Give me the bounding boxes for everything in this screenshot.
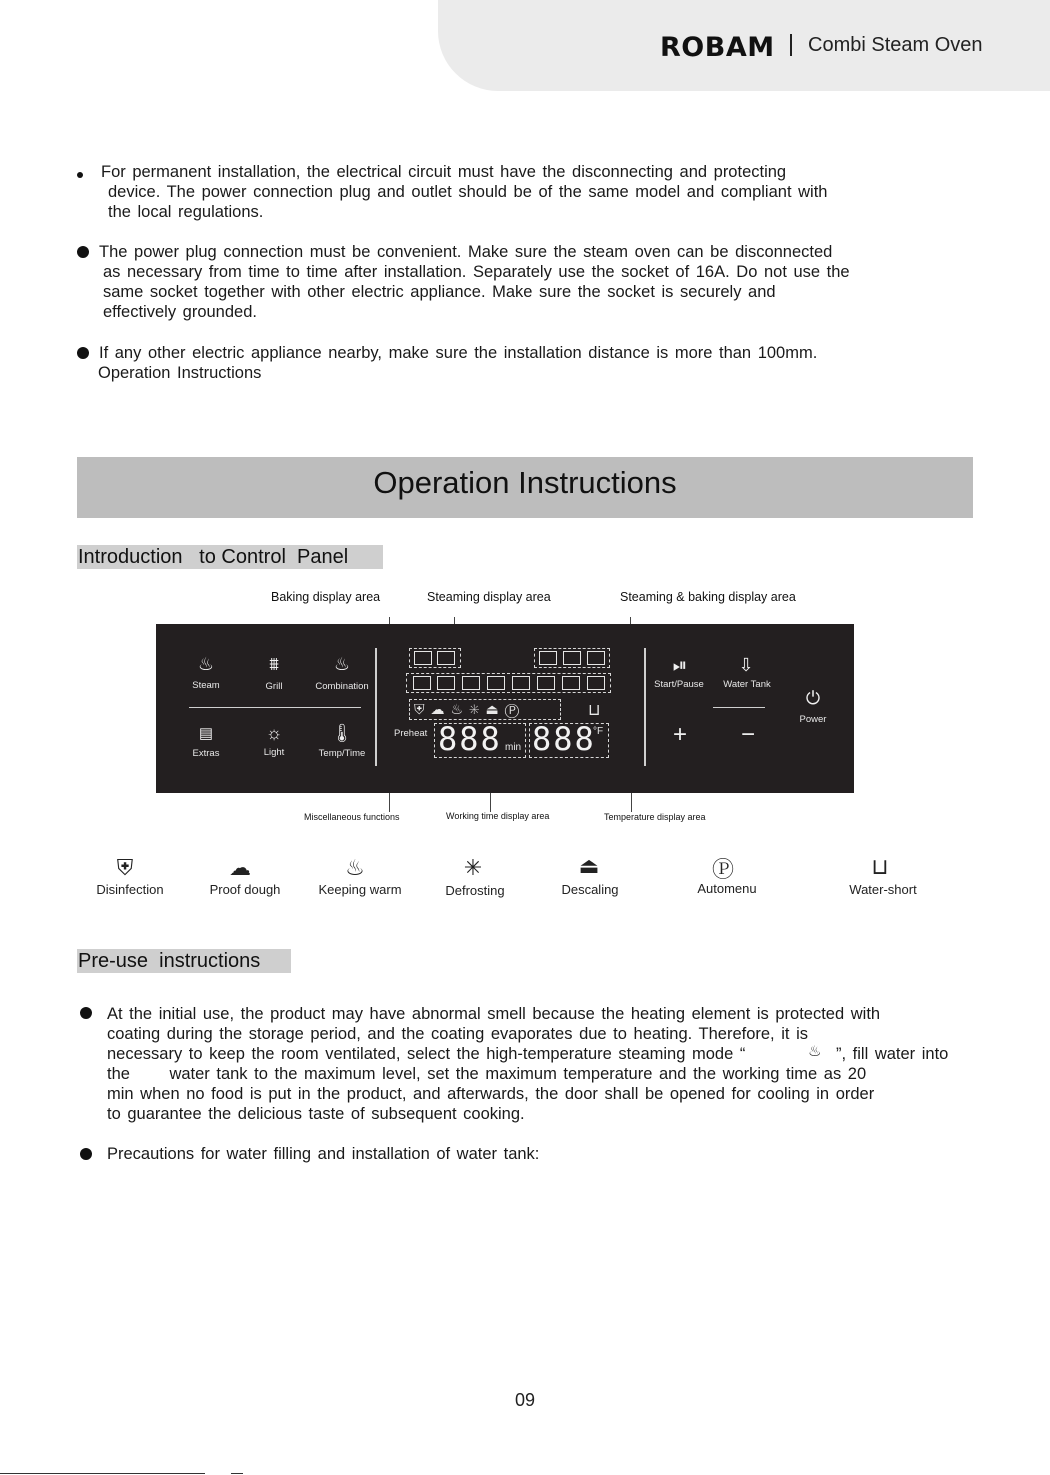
function-label: Keeping warm xyxy=(318,882,402,897)
temp-display-area xyxy=(529,720,609,758)
bullet-2-line-2: as necessary from time to time after installation. Separately use the socket of 16A. Do not use the xyxy=(103,263,850,281)
light-button-label: Light xyxy=(263,747,285,758)
callout-steaming: Steaming display area xyxy=(427,590,551,604)
function-label: Water-short xyxy=(849,882,917,897)
extras-button-label: Extras xyxy=(192,748,220,759)
time-display-area xyxy=(434,720,526,758)
grill-icon[interactable]: ⩩ xyxy=(269,654,279,674)
panel-divider xyxy=(189,707,361,708)
preuse-line-2: coating during the storage period, and the coating evaporates due to heating. Therefore, it is xyxy=(107,1025,808,1043)
footer-rule xyxy=(0,1473,205,1474)
water-tank-icon[interactable]: ⇩ xyxy=(738,655,754,675)
callout-temp: Temperature display area xyxy=(604,812,706,822)
bake-mode-icon xyxy=(413,676,431,690)
steam-bake-mode-icon xyxy=(587,651,605,665)
bullet-2-line-3: same socket together with other electric appliance. Make sure the socket is securely and xyxy=(103,283,776,301)
start-pause-icon[interactable]: ⏯ xyxy=(672,655,688,675)
extras-icon[interactable]: ▤ xyxy=(198,725,214,742)
brand-separator xyxy=(790,34,792,56)
power-label: Power xyxy=(799,714,827,725)
combination-icon[interactable]: ♨ xyxy=(333,654,351,674)
bake-mode-icon xyxy=(437,676,455,690)
bake-mode-icon xyxy=(512,676,530,690)
bullet-dot xyxy=(80,1148,92,1160)
automenu-icon: Ⓟ xyxy=(711,857,734,882)
callout-baking: Baking display area xyxy=(271,590,381,604)
bake-mode-icon xyxy=(562,676,580,690)
preuse-line-1: At the initial use, the product may have abnormal smell because the heating element is protected with xyxy=(107,1005,881,1023)
temp-time-button-label: Temp/Time xyxy=(318,748,366,759)
steam-mode-inline-icon: ♨ xyxy=(808,1043,822,1060)
panel-divider xyxy=(713,707,765,708)
bake-mode-icon xyxy=(462,676,480,690)
misc-function-icons: ⛨☁♨✳⏏Ⓟ xyxy=(414,701,526,717)
water-tank-label: Water Tank xyxy=(723,679,771,690)
preuse-line-3: necessary to keep the room ventilated, select the high-temperature steaming mode “ xyxy=(107,1045,746,1063)
baking-display-area xyxy=(406,673,611,693)
panel-divider xyxy=(375,648,377,766)
bake-mode-icon xyxy=(537,676,555,690)
bullet-3-line-1: If any other electric appliance nearby, make sure the installation distance is more than 100mm. xyxy=(99,344,818,362)
bullet-1-line-1: For permanent installation, the electrical circuit must have the disconnecting and protecting xyxy=(101,163,787,181)
preuse-heading: Pre-use instructions xyxy=(77,949,291,973)
bullet-dot xyxy=(77,246,89,258)
function-label: Defrosting xyxy=(445,883,505,898)
function-label: Automenu xyxy=(697,881,757,896)
steaming-display-area xyxy=(409,648,461,668)
page-number: 09 xyxy=(514,1390,536,1410)
steam-icon[interactable]: ♨ xyxy=(197,654,215,674)
bullet-3-line-2: Operation Instructions xyxy=(98,364,262,382)
temp-unit: °F xyxy=(593,726,604,737)
temp-time-icon[interactable]: 🌡 xyxy=(330,723,354,743)
bullet-2-line-4: effectively grounded. xyxy=(103,303,257,321)
time-digits: 888 xyxy=(438,720,502,758)
temp-digits: 888 xyxy=(532,720,596,758)
steam-button-label: Steam xyxy=(192,680,220,691)
disinfection-icon: ⛨ xyxy=(116,855,134,880)
preheat-label: Preheat xyxy=(394,728,428,739)
callout-misc: Miscellaneous functions xyxy=(304,812,400,822)
time-unit: min xyxy=(505,742,522,753)
panel-divider xyxy=(644,648,646,766)
function-label: Descaling xyxy=(561,882,619,897)
water-short-indicator-icon: ⊔ xyxy=(588,702,601,719)
preuse-line-5: min when no food is put in the product, and afterwards, the door shall be opened for cooling in order xyxy=(107,1085,875,1103)
steam-mode-icon xyxy=(414,651,432,665)
footer-rule xyxy=(231,1473,243,1474)
preuse-para-2: Precautions for water filling and installation of water tank: xyxy=(107,1145,540,1163)
steam-bake-mode-icon xyxy=(539,651,557,665)
bullet-2-line-1: The power plug connection must be convenient. Make sure the steam oven can be disconnected xyxy=(99,243,833,261)
bullet-dot xyxy=(77,347,89,359)
brand-logo: ROBAM xyxy=(660,32,775,63)
bake-mode-icon xyxy=(487,676,505,690)
preuse-line-3b: ”, fill water into xyxy=(836,1045,949,1063)
bullet-1-line-3: the local regulations. xyxy=(108,203,264,221)
power-icon[interactable]: ⏻ xyxy=(805,688,821,708)
keeping-warm-icon: ♨ xyxy=(345,855,365,880)
steam-bake-mode-icon xyxy=(563,651,581,665)
grill-button-label: Grill xyxy=(265,681,283,692)
misc-functions-area xyxy=(409,699,561,720)
function-label: Disinfection xyxy=(96,882,164,897)
descaling-icon: ⏏ xyxy=(578,853,600,878)
product-name: Combi Steam Oven xyxy=(808,34,983,56)
bake-mode-icon xyxy=(587,676,605,690)
bullet-dot xyxy=(77,172,83,178)
steam-mode-icon xyxy=(437,651,455,665)
combination-button-label: Combination xyxy=(315,681,369,692)
callout-time: Working time display area xyxy=(446,811,550,821)
proof-dough-icon: ☁ xyxy=(229,855,251,880)
preuse-line-4: the water tank to the maximum level, set the maximum temperature and the working time as 20 xyxy=(107,1065,867,1083)
steam-bake-display-area xyxy=(534,648,610,668)
plus-icon[interactable]: + xyxy=(672,721,687,748)
light-icon[interactable]: ☼ xyxy=(265,723,283,743)
bullet-1-line-2: device. The power connection plug and outlet should be of the same model and compliant with xyxy=(108,183,828,201)
defrosting-icon: ✳ xyxy=(463,855,483,880)
section-title: Operation Instructions xyxy=(373,465,677,500)
preuse-line-6: to guarantee the delicious taste of subsequent cooking. xyxy=(107,1105,525,1123)
control-panel xyxy=(156,624,854,793)
start-pause-label: Start/Pause xyxy=(654,679,704,690)
control-panel-heading: Introduction to Control Panel xyxy=(77,545,383,569)
water-short-icon: ⊔ xyxy=(871,854,889,879)
function-label: Proof dough xyxy=(209,882,281,897)
minus-icon[interactable]: − xyxy=(740,721,755,748)
bullet-dot xyxy=(80,1007,92,1019)
callout-steam-bake: Steaming & baking display area xyxy=(620,590,796,604)
